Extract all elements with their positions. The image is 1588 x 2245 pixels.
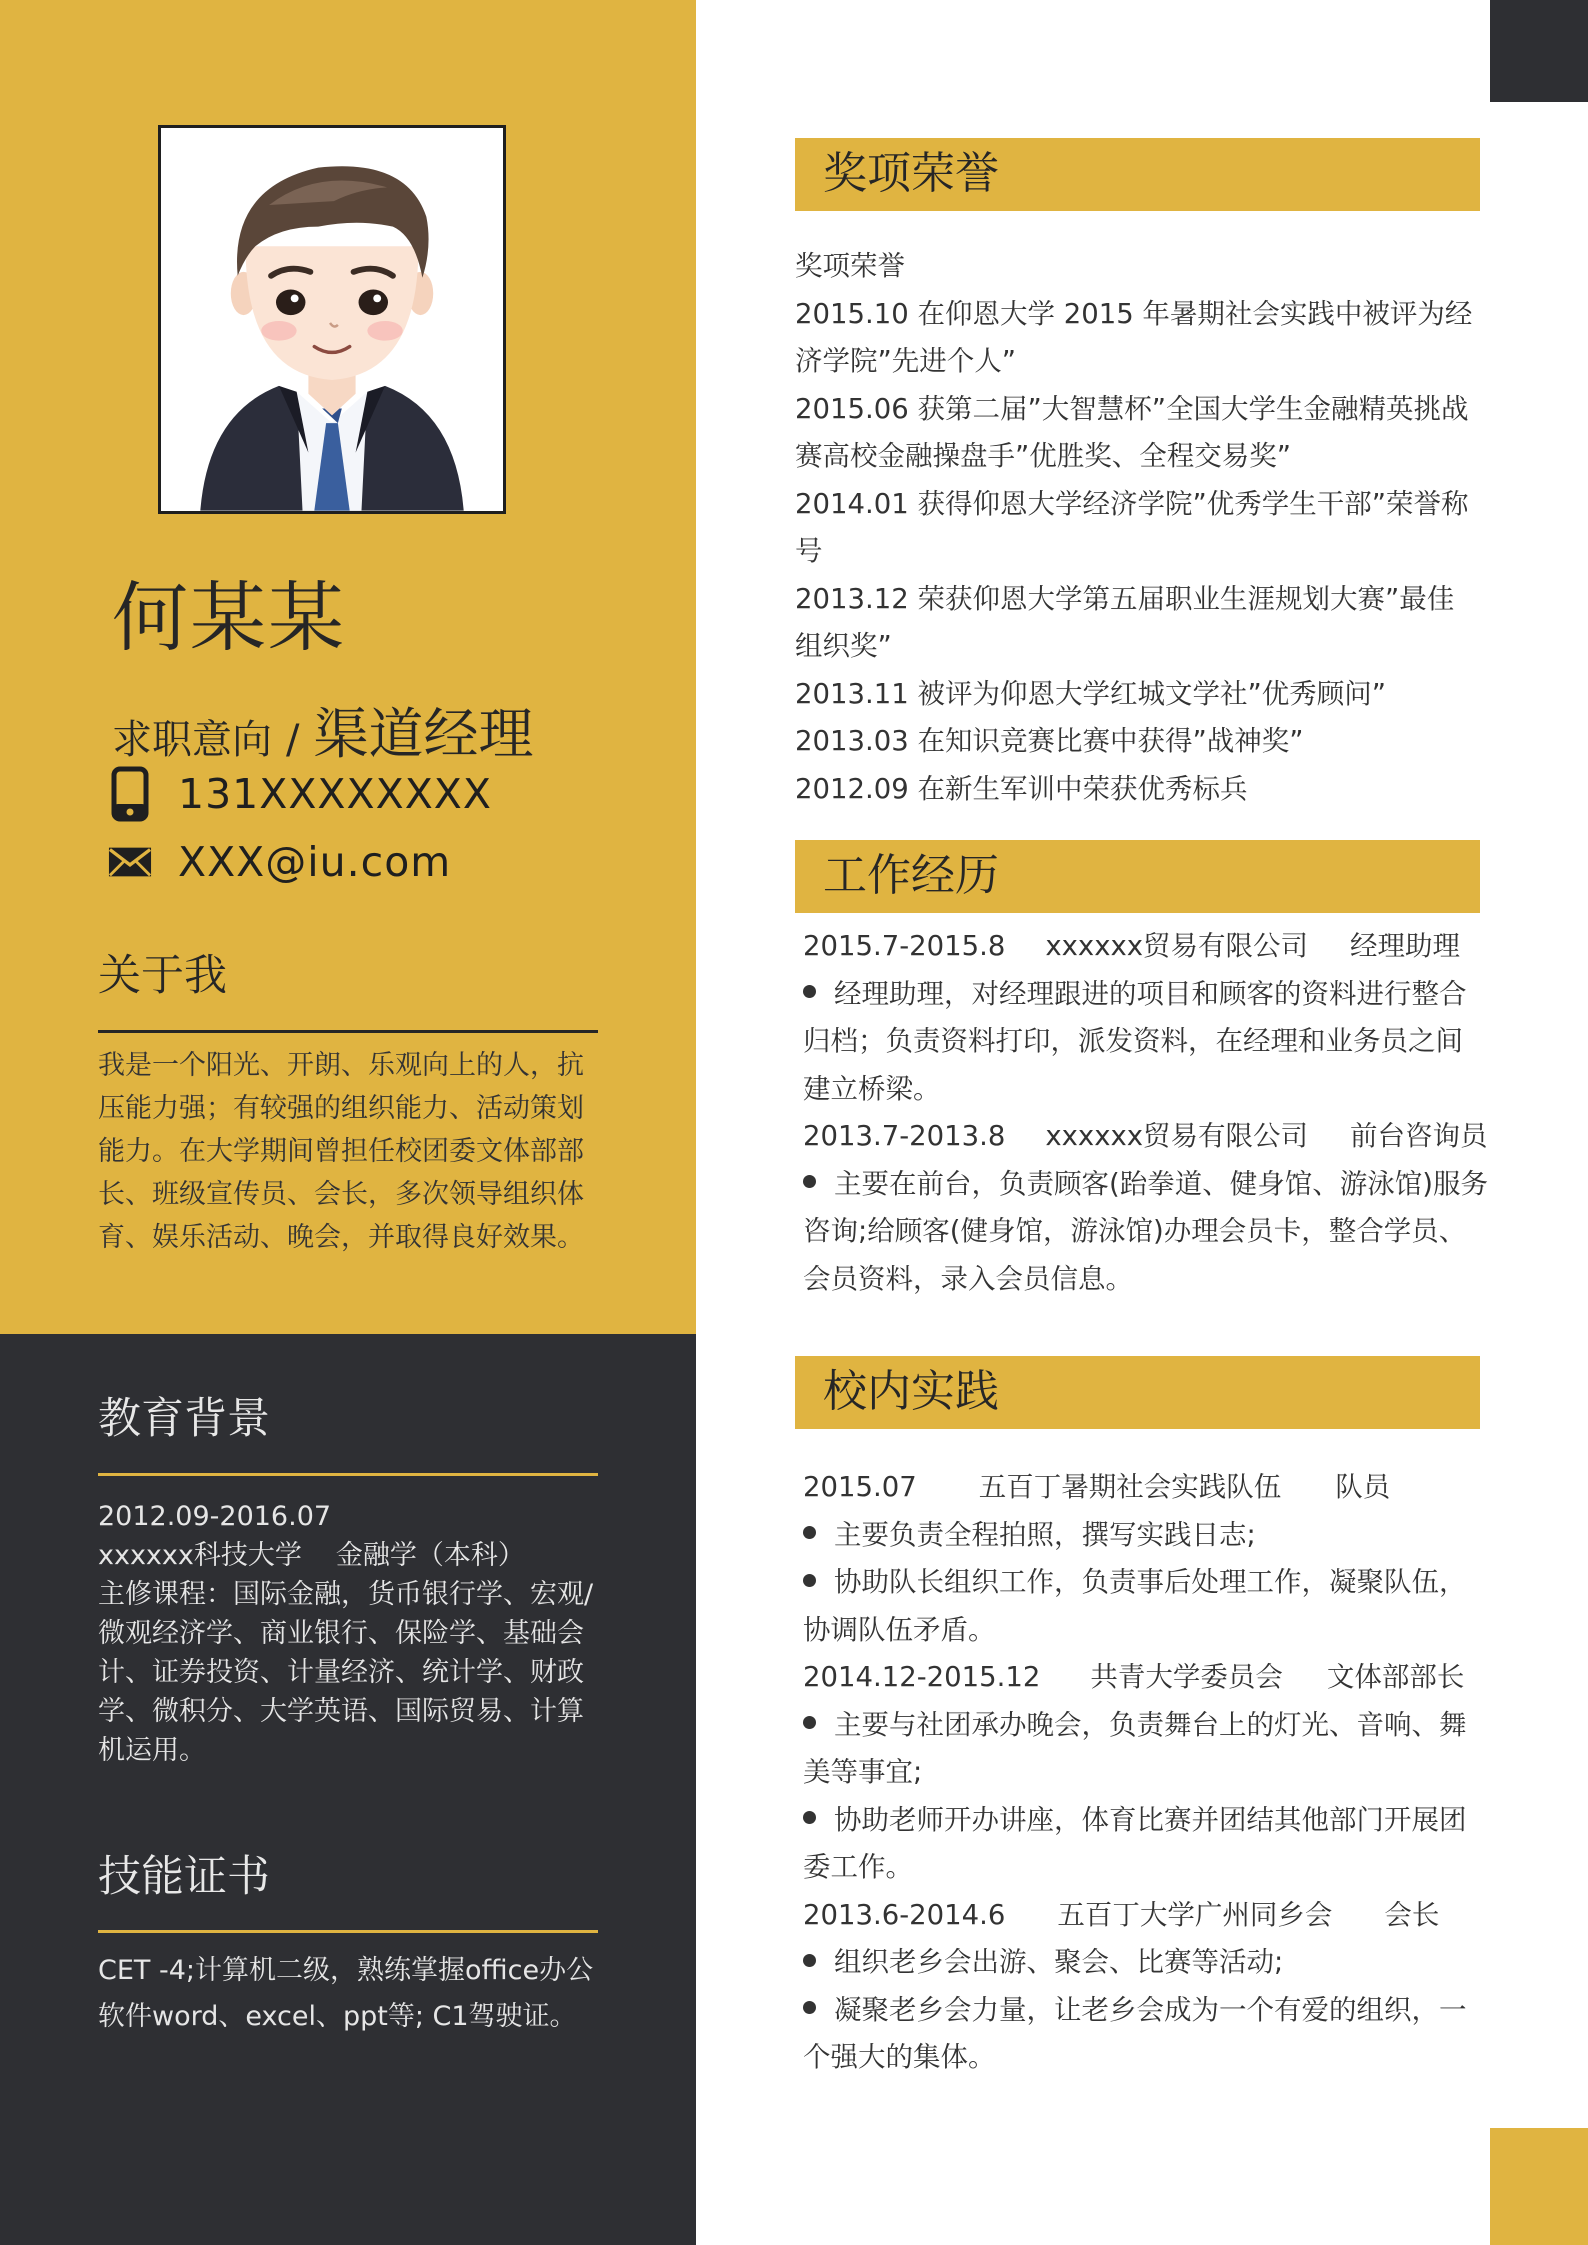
avatar bbox=[158, 125, 506, 514]
bullet-icon bbox=[803, 1574, 816, 1587]
about-title: 关于我 bbox=[98, 951, 227, 1001]
about-text: 我是一个阳光、开朗、乐观向上的人，抗压能力强；有较强的组织能力、活动策划能力。在大学期间曾担任校团委文体部部长、班级宣传员、会长，多次领导组织体育、娱乐活动、晚会，并取得良好效果。 bbox=[98, 1050, 584, 1253]
phone-icon bbox=[108, 766, 152, 822]
work-title: 工作经历 bbox=[823, 850, 999, 901]
award-item: 2015.06 获第二届”大智慧杯”全国大学生金融精英挑战赛高校金融操盘手”优胜奖、全程交易奖” bbox=[795, 392, 1469, 472]
campus-header bbox=[795, 1356, 1480, 1429]
bullet-icon bbox=[803, 2001, 816, 2014]
award-item: 2015.10 在仰恩大学 2015 年暑期社会实践中被评为经济学院”先进个人” bbox=[795, 297, 1473, 377]
awards-title: 奖项荣誉 bbox=[823, 148, 999, 199]
job-header: 2015.7-2015.8 xxxxxx贸易有限公司 经理助理 bbox=[803, 930, 1461, 962]
awards-subtitle: 奖项荣誉 bbox=[795, 250, 905, 282]
campus-item-header: 2015.07 五百丁暑期社会实践队伍 队员 bbox=[803, 1471, 1391, 1503]
campus-point: 协助老师开办讲座，体育比赛并团结其他部门开展团委工作。 bbox=[803, 1803, 1467, 1883]
education-school: xxxxxx科技大学 bbox=[98, 1540, 302, 1571]
award-item: 2013.03 在知识竞赛比赛中获得”战神奖” bbox=[795, 725, 1304, 757]
bullet-icon bbox=[803, 985, 816, 998]
bullet-icon bbox=[803, 1175, 816, 1188]
job-intent-label: 求职意向 bbox=[112, 717, 272, 763]
award-item: 2013.11 被评为仰恩大学红城文学社”优秀顾问” bbox=[795, 677, 1386, 710]
bullet-icon bbox=[803, 1716, 816, 1729]
bullet-icon bbox=[803, 1526, 816, 1539]
campus-point: 主要与社团承办晚会，负责舞台上的灯光、音响、舞美等事宜; bbox=[803, 1708, 1467, 1788]
job-intent bbox=[112, 690, 534, 769]
job-description: 主要在前台，负责顾客(跆拳道、健身馆、游泳馆)服务咨询;给顾客(健身馆，游泳馆)办理会员卡，整合学员、会员资料，录入会员信息。 bbox=[803, 1167, 1488, 1295]
education-period: 2012.09-2016.07 bbox=[98, 1501, 332, 1532]
campus-point: 组织老乡会出游、聚会、比赛等活动; bbox=[803, 1939, 1488, 1987]
work-header bbox=[795, 840, 1480, 913]
education-divider bbox=[98, 1473, 598, 1476]
award-item: 2013.12 荣获仰恩大学第五届职业生涯规划大赛”最佳组织奖” bbox=[795, 582, 1455, 662]
education-school-row bbox=[98, 1536, 604, 1575]
job-description: 经理助理，对经理跟进的项目和顾客的资料进行整合归档；负责资料打印，派发资料，在经理和业务员之间建立桥梁。 bbox=[803, 977, 1467, 1105]
contact-phone bbox=[108, 766, 492, 822]
campus-item-header: 2014.12-2015.12 共青大学委员会 文体部部长 bbox=[803, 1661, 1465, 1693]
job-intent-value: 渠道经理 bbox=[313, 702, 534, 766]
awards-header bbox=[795, 138, 1480, 211]
campus-point: 凝聚老乡会力量，让老乡会成为一个有爱的组织，一个强大的集体。 bbox=[803, 1993, 1467, 2073]
skills-divider bbox=[98, 1930, 598, 1933]
education-courses: 主修课程：国际金融，货币银行学、宏观/微观经济学、商业银行、保险学、基础会计、证券投资、计量经济、统计学、财政学、微积分、大学英语、国际贸易、计算机运用。 bbox=[98, 1579, 594, 1766]
campus-item-header: 2013.6-2014.6 五百丁大学广州同乡会 会长 bbox=[803, 1898, 1440, 1931]
education-title: 教育背景 bbox=[98, 1394, 270, 1444]
awards-list bbox=[795, 243, 1480, 813]
skills-text: CET -4;计算机二级，熟练掌握office办公软件word、excel、ppt等; C1驾驶证。 bbox=[98, 1955, 594, 2032]
corner-decoration-bottom bbox=[1490, 2128, 1588, 2245]
envelope-icon bbox=[108, 834, 152, 890]
sidebar-bottom-panel bbox=[0, 1334, 696, 2245]
award-item: 2012.09 在新生军训中荣获优秀标兵 bbox=[795, 772, 1248, 805]
email-address[interactable]: XXX@iu.com bbox=[178, 838, 452, 886]
award-item: 2014.01 获得仰恩大学经济学院”优秀学生干部”荣誉称号 bbox=[795, 487, 1469, 567]
phone-number[interactable]: 131XXXXXXXX bbox=[178, 770, 492, 818]
candidate-name: 何某某 bbox=[112, 573, 346, 662]
about-divider bbox=[98, 1030, 598, 1033]
education-body bbox=[98, 1497, 604, 1770]
skills-title: 技能证书 bbox=[98, 1852, 270, 1902]
contact-email bbox=[108, 834, 451, 890]
job-intent-separator: / bbox=[286, 717, 300, 763]
campus-list bbox=[803, 1464, 1488, 2082]
bullet-icon bbox=[803, 1811, 816, 1824]
bullet-icon bbox=[803, 1954, 816, 1967]
avatar-illustration bbox=[161, 128, 503, 511]
campus-point: 主要负责全程拍照，撰写实践日志; bbox=[803, 1512, 1488, 1560]
campus-title: 校内实践 bbox=[823, 1366, 999, 1417]
campus-point: 协助队长组织工作，负责事后处理工作，凝聚队伍，协调队伍矛盾。 bbox=[803, 1566, 1467, 1646]
work-list bbox=[803, 923, 1488, 1303]
job-header: 2013.7-2013.8 xxxxxx贸易有限公司 前台咨询员 bbox=[803, 1120, 1488, 1152]
corner-decoration-top bbox=[1490, 0, 1588, 102]
education-major: 金融学（本科） bbox=[335, 1540, 525, 1571]
